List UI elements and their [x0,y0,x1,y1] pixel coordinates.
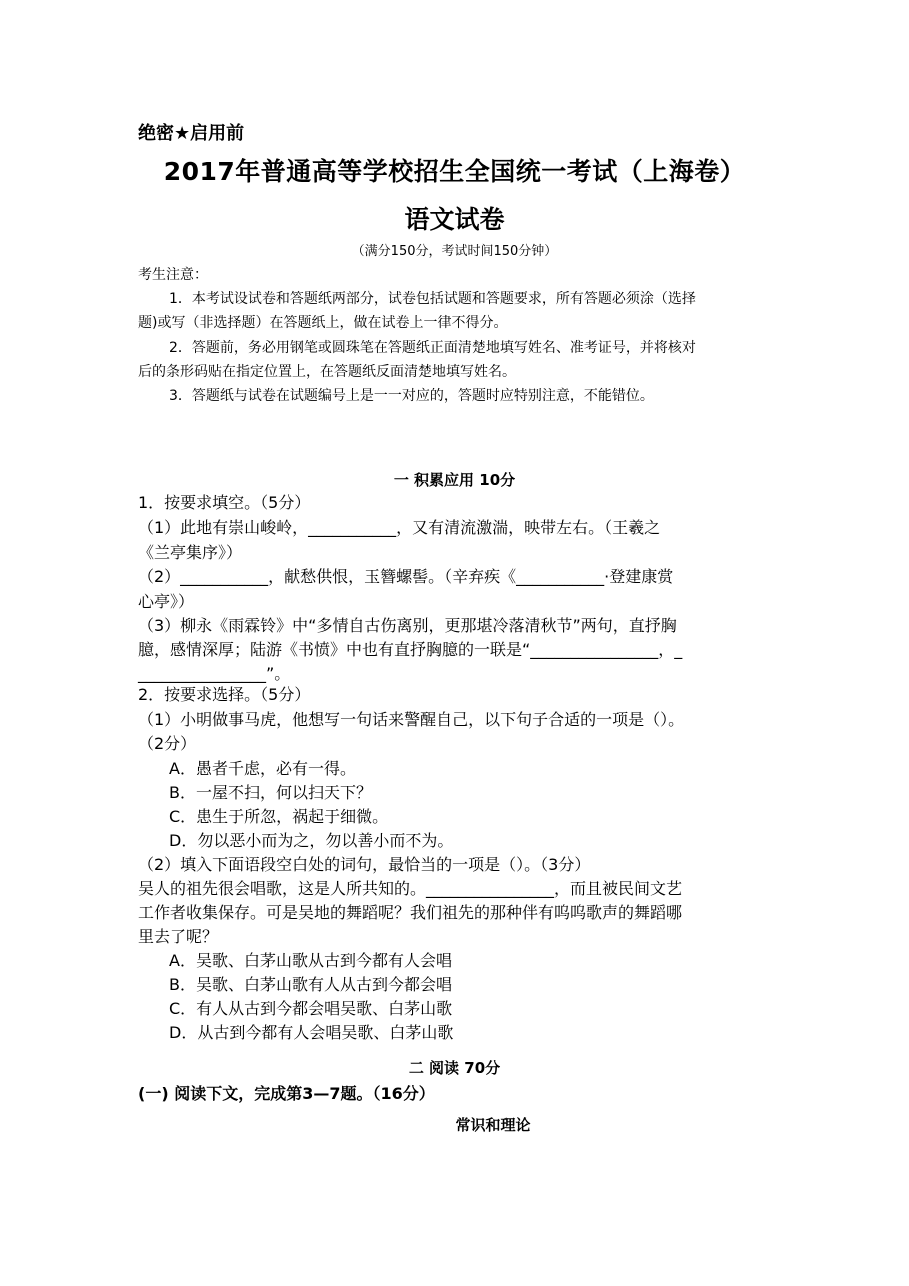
option-item: C．患生于所忽，祸起于细微。 [169,807,389,826]
question-2-stem: 2．按要求选择。（5分） [138,685,311,704]
question-1-line: ________________”。 [138,664,291,683]
notice-line: 后的条形码贴在指定位置上，在答题纸反面清楚地填写姓名。 [138,364,516,380]
question-1-line: 心亭》） [138,592,195,611]
question-1-stem: 1．按要求填空。（5分） [138,493,311,512]
notice-heading: 考生注意： [138,267,208,283]
exam-subtitle: 语文试卷 [404,205,505,234]
question-2-part1-line: （1）小明做事马虎，他想写一句话来警醒自己，以下句子合适的一项是（）。 [138,710,685,729]
question-2-part2-line: 里去了呢？ [138,927,219,946]
option-item: D．勿以恶小而为之，勿以善小而不为。 [169,831,454,850]
exam-title: 2017年普通高等学校招生全国统一考试（上海卷） [163,157,746,186]
section-heading-reading: 二 阅读 70分 [408,1059,501,1077]
question-2-part2-line: 吴人的祖先很会唱歌，这是人所共知的。________________，而且被民间文艺 [138,879,683,898]
section-heading-accumulation: 一 积累应用 10分 [393,471,516,489]
notice-line: 题)或写（非选择题）在答题纸上，做在试卷上一律不得分。 [138,315,508,331]
question-1-line: （2）___________，献愁供恨，玉簪螺髻。（辛弃疾《___________·登建康赏 [138,567,674,586]
option-item: B．一屋不扫，何以扫天下？ [169,783,372,802]
notice-line: 3．答题纸与试卷在试题编号上是一一对应的，答题时应特别注意，不能错位。 [169,388,654,404]
notice-line: 1．本考试设试卷和答题纸两部分，试卷包括试题和答题要求，所有答题必须涂（选择 [169,291,696,307]
option-item: A．愚者千虑，必有一得。 [169,759,356,778]
article-title: 常识和理论 [455,1116,531,1134]
confidential-label: 绝密★启用前 [138,123,245,144]
question-1-line: （1）此地有崇山峻岭，___________，又有清流激湍，映带左右。（王羲之 [138,518,661,537]
option-item: B．吴歌、白茅山歌有人从古到今都会唱 [169,975,452,994]
notice-line: 2．答题前，务必用钢笔或圆珠笔在答题纸正面清楚地填写姓名、准考证号，并将核对 [169,340,696,356]
question-1-line: （3）柳永《雨霖铃》中“多情自古伤离别，更那堪冷落清秋节”两句，直抒胸 [138,616,677,635]
score-time-note: （满分150分，考试时间150分钟） [351,244,558,259]
option-item: D．从古到今都有人会唱吴歌、白茅山歌 [169,1023,454,1042]
question-1-line: 臆，感情深厚；陆游《书愤》中也有直抒胸臆的一联是“________________，_ [138,640,683,659]
question-2-part1-line: （2分） [138,734,197,753]
question-2-part2-line: （2）填入下面语段空白处的词句，最恰当的一项是（）。（3分） [138,855,591,874]
option-item: A．吴歌、白茅山歌从古到今都有人会唱 [169,951,452,970]
question-1-line: 《兰亭集序》） [138,543,243,562]
option-item: C．有人从古到今都会唱吴歌、白茅山歌 [169,999,453,1018]
question-2-part2-line: 工作者收集保存。可是吴地的舞蹈呢？我们祖先的那种伴有呜呜歌声的舞蹈哪 [138,903,683,922]
reading-intro: (一) 阅读下文，完成第3—7题。（16分） [138,1084,435,1103]
